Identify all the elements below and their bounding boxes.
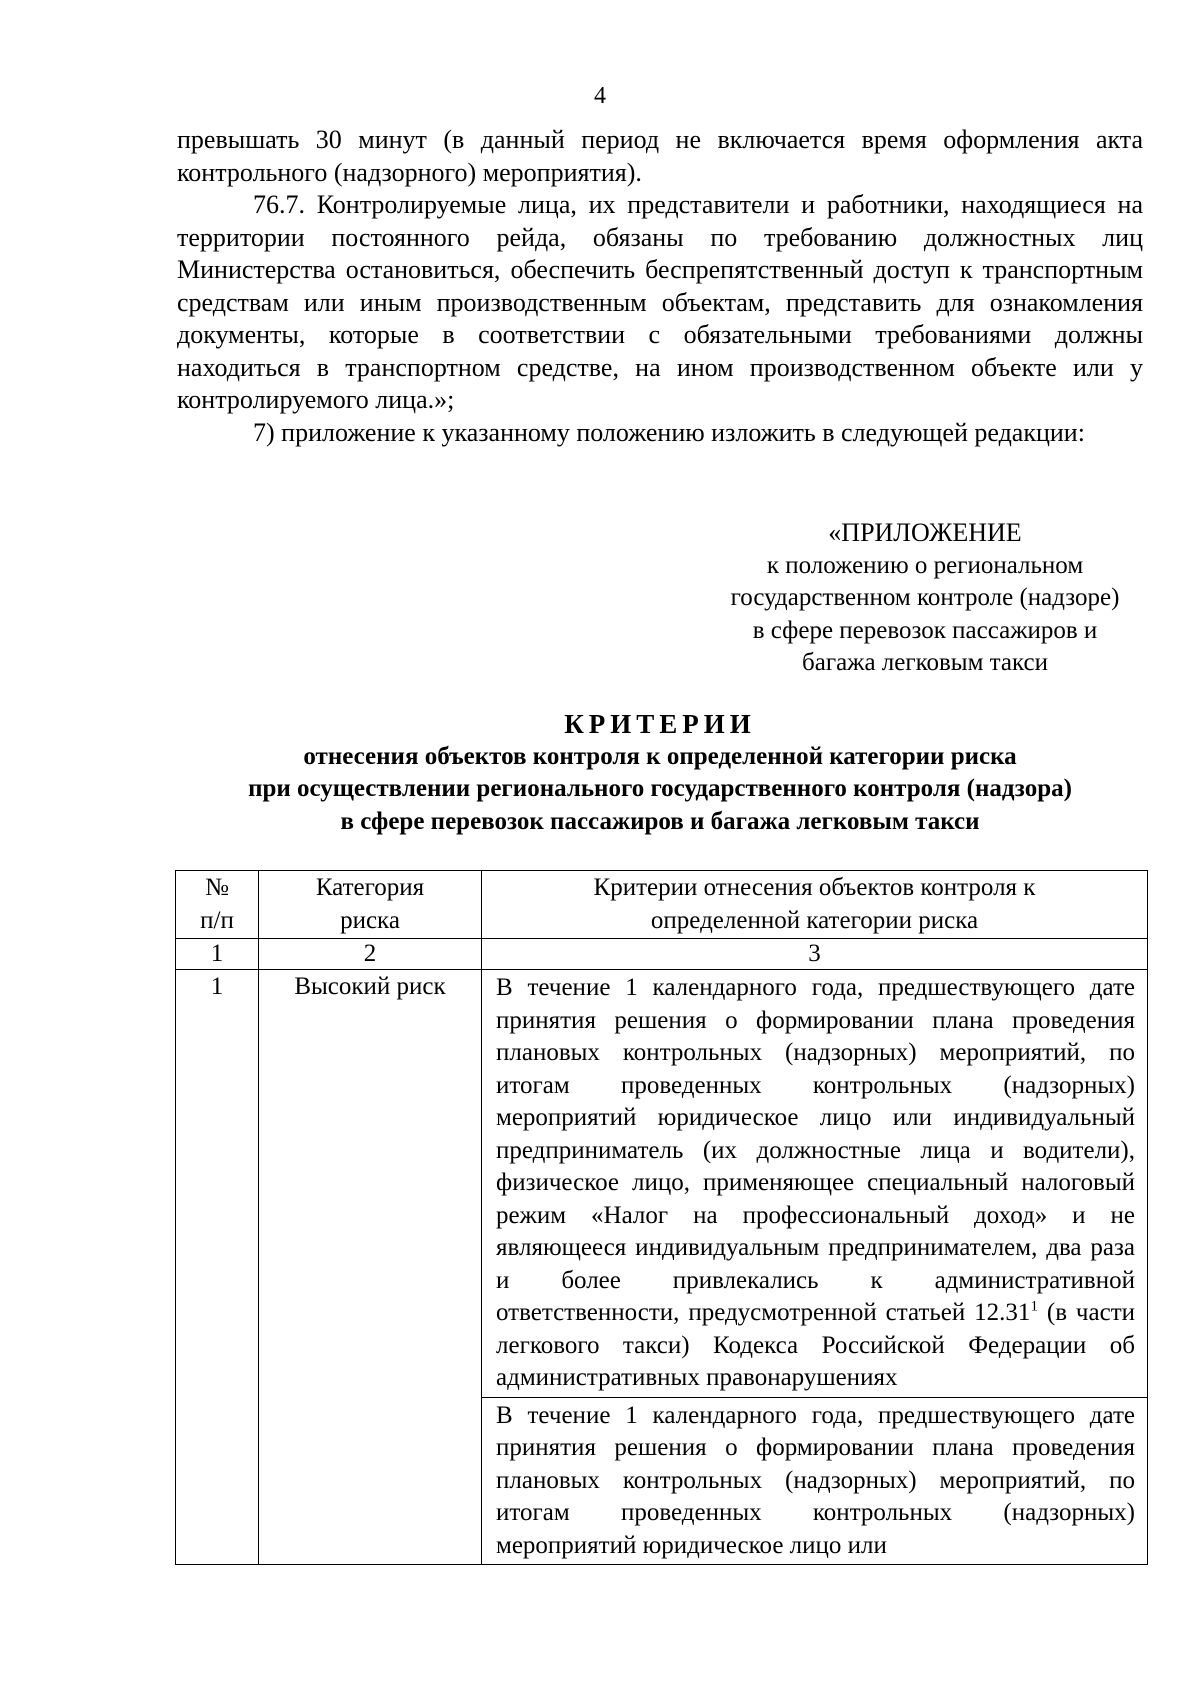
- table-header-row: [176, 871, 1148, 939]
- column-number: 3: [482, 939, 1148, 970]
- column-number: 1: [176, 939, 259, 970]
- criterion-text: В течение 1 календарного года, предшествующего дате принятия решения о формировании плана проведения плановых контрольных (надзорных) мероприятий, по итогам проведенных контрольных (надзорных) мероприятий юридическое лицо или индивидуальный предприниматель (их должностные лица и водители), физическое лицо, применяющее специальный налоговый режим «Налог на профессиональный доход» и не являющееся индивидуальным предпринимателем, два раза и более привлекались к административной ответственности, предусмотренной статьей 12.31: [496, 974, 1135, 1326]
- header-category-line: риска: [340, 906, 400, 934]
- header-criteria-line: Критерии отнесения объектов контроля к: [593, 874, 1036, 901]
- row-number: 1: [176, 970, 259, 1565]
- header-number-line: №: [205, 874, 229, 901]
- body-text: [177, 124, 1143, 449]
- criteria-subtitle-line: при осуществлении регионального государственного контроля (надзора): [248, 775, 1072, 802]
- appendix-heading: «ПРИЛОЖЕНИЕ: [828, 518, 1022, 547]
- footnote-superscript: 1: [1030, 1298, 1038, 1315]
- table-row: [176, 970, 1148, 1398]
- criteria-table: [175, 870, 1148, 1565]
- criterion-text: (в части легкового такси) Кодекса Российской Федерации об административных правонарушениях: [496, 1299, 1135, 1391]
- appendix-line: государственном контроле (надзоре): [730, 584, 1120, 611]
- column-number-row: [176, 939, 1148, 970]
- appendix-line: к положению о региональном: [766, 551, 1084, 579]
- appendix-block: [695, 517, 1155, 680]
- paragraph-continuation: превышать 30 минут (в данный период не включается время оформления акта контрольного (надзорного) мероприятия).: [177, 125, 1143, 187]
- criterion-text-clipped: В течение 1 календарного года, предшествующего дате принятия решения о формировании плана проведения плановых контрольных (надзорных) мероприятий, по итогам проведенных контрольных (надзорных) мероприятий юридическое лицо или: [496, 1401, 1135, 1559]
- header-criteria: [482, 871, 1148, 939]
- criterion-cell: [482, 1397, 1148, 1564]
- header-category: [259, 871, 482, 939]
- criteria-title: [160, 708, 1160, 838]
- criterion-cell: [482, 970, 1148, 1398]
- paragraph-item-7: 7) приложение к указанному положению изложить в следующей редакции:: [253, 417, 1085, 447]
- criteria-subtitle-line: в сфере перевозок пассажиров и багажа легковым такси: [340, 807, 980, 835]
- header-number-line: п/п: [200, 906, 234, 934]
- header-category-line: Категория: [315, 874, 425, 901]
- criteria-heading: КРИТЕРИИ: [564, 709, 756, 739]
- paragraph-76-7: 76.7. Контролируемые лица, их представители и работники, находящиеся на территории постоянного рейда, обязаны по требованию должностных лиц Министерства остановиться, обеспечить беспрепятственный доступ к транспортным средствам или иным производственным объектам, представить для ознакомления документы, которые в соответствии с обязательными требованиями должны находиться в транспортном средстве, на ином производственном объекте или у контролируемого лица.»;: [177, 190, 1143, 414]
- header-number: [176, 871, 259, 939]
- header-criteria-line: определенной категории риска: [650, 906, 979, 934]
- page-number: 4: [594, 83, 606, 109]
- row-category: Высокий риск: [259, 970, 482, 1565]
- appendix-line: в сфере перевозок пассажиров и: [752, 616, 1098, 644]
- appendix-line: багажа легковым такси: [802, 649, 1048, 676]
- criteria-subtitle-line: отнесения объектов контроля к определенной категории риска: [303, 742, 1017, 770]
- column-number: 2: [259, 939, 482, 970]
